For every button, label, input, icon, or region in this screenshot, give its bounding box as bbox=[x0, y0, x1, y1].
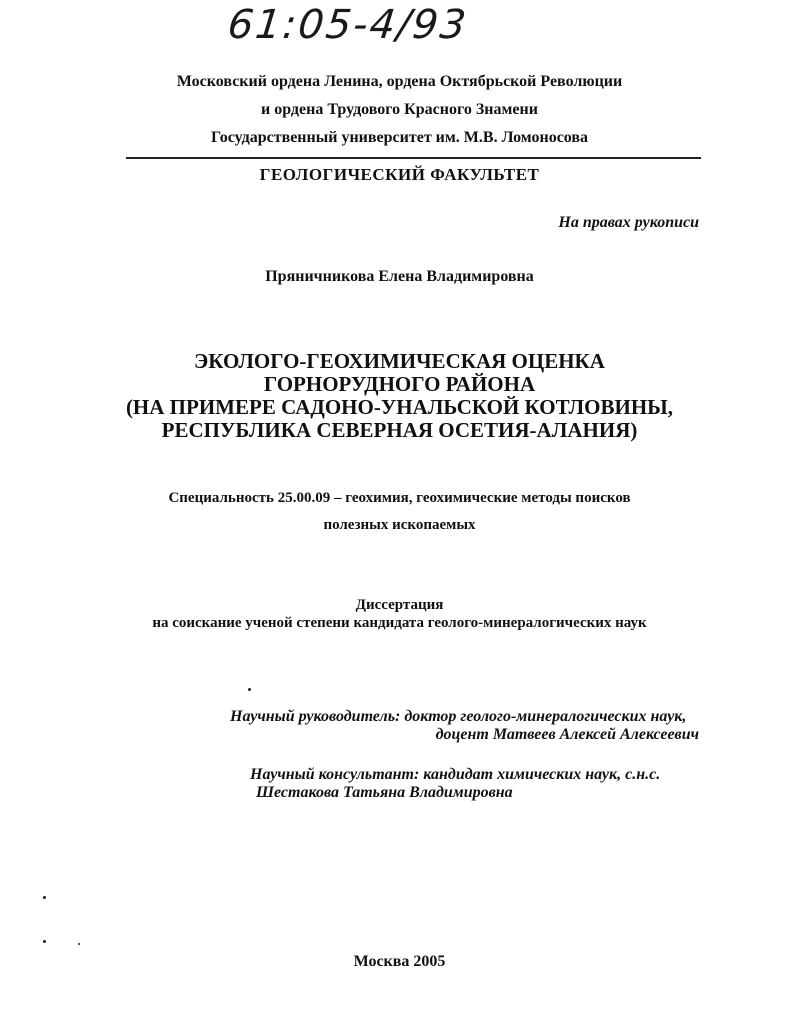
specialty-line-2: полезных ископаемых bbox=[323, 517, 476, 533]
university-line-3: Государственный университет им. М.В. Ломоносова bbox=[210, 129, 589, 146]
scan-speck bbox=[43, 940, 46, 943]
consultant-line-2: Шестакова Татьяна Владимировна bbox=[256, 784, 513, 801]
handwritten-archive-code: 61:05-4/93 bbox=[225, 2, 470, 48]
scan-speck bbox=[78, 943, 80, 945]
university-line-2: и ордена Трудового Красного Знамени bbox=[261, 101, 538, 118]
scan-speck bbox=[43, 896, 46, 899]
university-line-1: Московский ордена Ленина, ордена Октябрьской Революции bbox=[176, 73, 623, 90]
manuscript-rights: На правах рукописи bbox=[558, 214, 699, 231]
author-name: Пряничникова Елена Владимировна bbox=[265, 268, 534, 285]
dissertation-label: Диссертация bbox=[355, 597, 444, 613]
header-divider bbox=[126, 157, 701, 159]
degree-description: на соискание ученой степени кандидата геолого-минералогических наук bbox=[152, 615, 647, 631]
faculty-name: ГЕОЛОГИЧЕСКИЙ ФАКУЛЬТЕТ bbox=[259, 165, 540, 184]
consultant-line-1: Научный консультант: кандидат химических наук, с.н.с. bbox=[250, 766, 661, 783]
title-line-1: ЭКОЛОГО-ГЕОХИМИЧЕСКАЯ ОЦЕНКА bbox=[194, 349, 605, 373]
title-line-3: (НА ПРИМЕРЕ САДОНО-УНАЛЬСКОЙ КОТЛОВИНЫ, bbox=[125, 395, 674, 419]
title-line-4: РЕСПУБЛИКА СЕВЕРНАЯ ОСЕТИЯ-АЛАНИЯ) bbox=[161, 418, 638, 442]
specialty-line-1: Специальность 25.00.09 – геохимия, геохимические методы поисков bbox=[168, 490, 631, 506]
city-year: Москва 2005 bbox=[353, 953, 446, 970]
title-line-2: ГОРНОРУДНОГО РАЙОНА bbox=[263, 372, 536, 396]
supervisor-line-2: доцент Матвеев Алексей Алексеевич bbox=[435, 726, 699, 743]
scan-speck bbox=[248, 688, 251, 691]
supervisor-line-1: Научный руководитель: доктор геолого-минералогических наук, bbox=[230, 708, 687, 725]
